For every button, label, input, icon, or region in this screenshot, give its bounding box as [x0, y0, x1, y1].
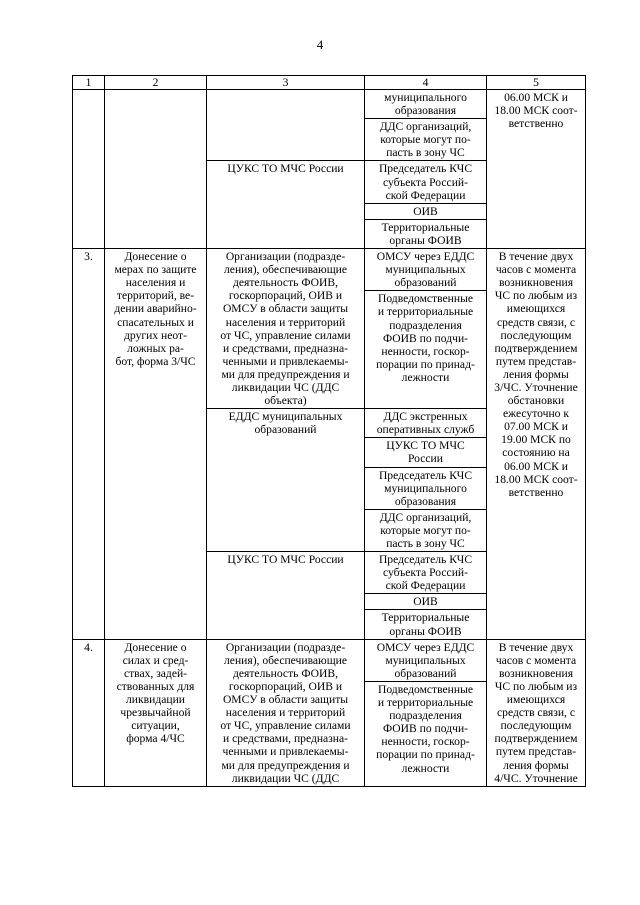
cell-line: имеющихся: [506, 302, 566, 316]
cell-line: ликвидации: [126, 693, 185, 707]
cell-line: ления), обеспечивающие: [224, 263, 347, 277]
recipient: [365, 438, 486, 467]
cell-line: мерах по защите: [114, 263, 197, 277]
cell-line: ЦУКС ТО МЧС России: [227, 162, 344, 176]
cell-line: образования: [394, 104, 457, 118]
cell-line: муниципальных: [385, 653, 466, 667]
page-number: 4: [316, 37, 324, 52]
cell-line: ДДС организаций,: [379, 120, 472, 134]
cell-line: которые могут по-: [380, 133, 471, 147]
cell-line: Председатель КЧС: [378, 553, 473, 567]
cell-line: состоянию на: [502, 446, 570, 460]
cell-line: 4/ЧС. Уточнение: [494, 771, 578, 785]
cell-line: лежности: [401, 370, 450, 384]
recipient: [365, 552, 486, 594]
cell-line: органы ФОИВ: [389, 233, 462, 247]
recipient: [365, 640, 486, 682]
cell-line: ликвидации ЧС (ДДС: [231, 771, 340, 785]
header-cell: 5: [487, 76, 586, 90]
cell-line: ления формы: [503, 367, 569, 381]
cell-line: и средствами, предназна-: [223, 732, 348, 746]
recipients-cell: [365, 409, 487, 552]
recipient: [365, 510, 486, 551]
header-cell: 1: [73, 76, 105, 90]
cell-line: порации по принад-: [376, 748, 475, 762]
cell-line: Организации (подразде-: [225, 640, 346, 654]
cell-line: ствах, задей-: [123, 666, 188, 680]
cell-line: России: [408, 452, 443, 466]
cell-line: Территориальные: [381, 220, 470, 234]
sender-cell: [207, 639, 365, 786]
cell-line: образований: [254, 423, 317, 437]
cell-line: ствованных для: [116, 679, 195, 693]
recipient: [365, 161, 486, 203]
cell-line: ления формы: [503, 758, 569, 772]
cell-line: ской Федерации: [385, 188, 466, 202]
recipient: [365, 682, 486, 776]
cell-line: Подведомственные: [377, 682, 474, 696]
cell-line: ненности, госкор-: [381, 344, 470, 358]
report-title-cell: [105, 249, 207, 640]
cell-line: форма 4/ЧС: [126, 732, 185, 746]
cell-line: 18.00 МСК соот-: [494, 472, 578, 486]
cell-line: образований: [394, 666, 457, 680]
cell-line: Территориальные: [381, 611, 470, 625]
cell-line: 06.00 МСК и: [504, 91, 568, 104]
cell-line: ченными и привлекаемы-: [222, 354, 349, 368]
recipient: [365, 119, 486, 160]
cell-line: деятельность ФОИВ,: [232, 276, 339, 290]
cell-line: возникновения: [498, 666, 574, 680]
cell-line: последующим: [500, 719, 572, 733]
cell-line: ми для предупреждения и: [221, 367, 350, 381]
cell-line: ликвидации ЧС (ДДС: [231, 380, 340, 394]
cell-line: ми для предупреждения и: [221, 758, 350, 772]
cell-line: муниципального: [384, 91, 467, 104]
cell-line: путем представ-: [495, 354, 577, 368]
cell-line: обстановки: [507, 394, 565, 408]
cell-line: 06.00 МСК и: [504, 459, 568, 473]
cell-line: деятельность ФОИВ,: [232, 666, 339, 680]
cell-line: субъекта Россий-: [383, 175, 468, 189]
header-cell: 4: [365, 76, 487, 90]
cell-line: ОИВ: [413, 595, 438, 609]
cell-line: ФОИВ по подчи-: [382, 722, 469, 736]
cell-line: дении аварийно-: [114, 302, 197, 316]
cell-line: которые могут по-: [380, 523, 471, 537]
cell-line: органы ФОИВ: [389, 624, 462, 638]
cell-line: ОМСУ через ЕДДС: [376, 250, 475, 264]
cell-line: порации по принад-: [376, 357, 475, 371]
header-row: [73, 76, 586, 90]
cell-line: образований: [394, 276, 457, 290]
cell-line: объекта): [264, 394, 307, 408]
cell-line: ЧС по любым из: [494, 679, 578, 693]
cell-line: 19.00 МСК по: [501, 433, 571, 447]
cell-line: населения и: [125, 276, 186, 290]
cell-line: Донесение о: [124, 250, 187, 264]
cell-line: субъекта Россий-: [383, 566, 468, 580]
cell-line: ОМСУ в области защиты: [222, 302, 349, 316]
cell-line: ненности, госкор-: [381, 735, 470, 749]
report-title-cell: [105, 90, 207, 249]
recipient: [365, 291, 486, 385]
cell-line: 07.00 МСК и: [504, 420, 568, 434]
recipient: [365, 409, 486, 438]
cell-line: средств связи, с: [497, 315, 575, 329]
header-cell: 2: [105, 76, 207, 90]
cell-line: ченными и привлекаемы-: [222, 745, 349, 759]
row-number-cell: [73, 249, 105, 640]
cell-line: Председатель КЧС: [378, 468, 473, 482]
cell-line: ДДС организаций,: [379, 510, 472, 524]
cell-line: путем представ-: [495, 745, 577, 759]
cell-line: часов с момента: [495, 263, 577, 277]
cell-line: ветственно: [508, 117, 564, 131]
cell-line: оперативных служб: [376, 423, 475, 437]
cell-line: других неот-: [124, 328, 187, 342]
cell-line: подразделения: [389, 709, 462, 723]
row-number-cell: [73, 639, 105, 786]
header-cell: 3: [207, 76, 365, 90]
cell-line: и средствами, предназна-: [223, 341, 348, 355]
cell-line: подтверждением: [494, 732, 578, 746]
cell-line: ФОИВ по подчи-: [382, 331, 469, 345]
cell-line: ОИВ: [413, 204, 438, 218]
cell-line: пасть в зону ЧС: [386, 537, 465, 550]
table-row: [73, 249, 586, 409]
cell-line: подтверждением: [494, 341, 578, 355]
cell-line: ветственно: [508, 485, 564, 499]
sender-cell: [207, 552, 365, 640]
cell-line: В течение двух: [498, 250, 574, 264]
report-table: [72, 75, 586, 787]
sender-cell: [207, 409, 365, 552]
cell-line: В течение двух: [498, 640, 574, 654]
cell-line: бот, форма 3/ЧС: [115, 354, 196, 368]
row-number: 3.: [84, 250, 93, 264]
cell-line: спасательных и: [117, 315, 194, 329]
recipients-cell: [365, 249, 487, 409]
deadline-cell: [487, 249, 586, 640]
cell-line: 3/ЧС. Уточнение: [494, 380, 578, 394]
row-number: 4.: [84, 640, 93, 654]
recipient: [365, 594, 486, 610]
cell-line: лежности: [401, 761, 450, 775]
recipient: [365, 204, 486, 220]
cell-line: территорий, ве-: [116, 289, 195, 303]
cell-line: ской Федерации: [385, 579, 466, 593]
cell-line: Председатель КЧС: [378, 162, 473, 176]
cell-line: последующим: [500, 328, 572, 342]
recipient: [365, 90, 486, 119]
cell-line: образования: [394, 494, 457, 508]
recipient: [365, 610, 486, 638]
table-row: [73, 639, 586, 786]
cell-line: возникновения: [498, 276, 574, 290]
cell-line: ОМСУ через ЕДДС: [376, 640, 475, 654]
cell-line: населения и территорий: [225, 706, 346, 720]
cell-line: муниципальных: [385, 263, 466, 277]
cell-line: ЦУКС ТО МЧС России: [227, 553, 344, 567]
cell-line: часов с момента: [495, 653, 577, 667]
recipient: [365, 468, 486, 510]
recipient: [365, 220, 486, 248]
cell-line: и территориальные: [377, 305, 474, 319]
cell-line: муниципального: [384, 481, 467, 495]
recipients-cell: [365, 161, 487, 249]
cell-line: Донесение о: [124, 640, 187, 654]
recipient: [365, 249, 486, 291]
cell-line: средств связи, с: [497, 706, 575, 720]
cell-line: ситуации,: [131, 719, 180, 733]
recipients-cell: [365, 552, 487, 640]
cell-line: ОМСУ в области защиты: [222, 693, 349, 707]
cell-line: ложных ра-: [127, 341, 184, 355]
sender-cell: [207, 249, 365, 409]
cell-line: ЧС по любым из: [494, 289, 578, 303]
sender-cell: [207, 161, 365, 249]
cell-line: Подведомственные: [377, 292, 474, 306]
cell-line: и территориальные: [377, 696, 474, 710]
deadline-cell: [487, 639, 586, 786]
cell-line: пасть в зону ЧС: [386, 146, 465, 160]
row-number-cell: [73, 90, 105, 249]
cell-line: госкорпораций, ОИВ и: [228, 679, 343, 693]
cell-line: населения и территорий: [225, 315, 346, 329]
deadline-cell: [487, 90, 586, 249]
recipients-cell: [365, 639, 487, 786]
cell-line: чрезвычайной: [120, 706, 191, 720]
report-title-cell: [105, 639, 207, 786]
cell-line: 18.00 МСК соот-: [494, 104, 578, 118]
recipients-cell: [365, 90, 487, 161]
cell-line: ЦУКС ТО МЧС: [386, 439, 465, 453]
cell-line: от ЧС, управление силами: [220, 328, 351, 342]
cell-line: от ЧС, управление силами: [220, 719, 351, 733]
cell-line: ления), обеспечивающие: [224, 653, 347, 667]
sender-cell: [207, 90, 365, 161]
cell-line: ДДС экстренных: [383, 410, 468, 424]
cell-line: имеющихся: [506, 693, 566, 707]
table-row: [73, 90, 586, 161]
cell-line: ежесуточно к: [502, 407, 569, 421]
cell-line: госкорпораций, ОИВ и: [228, 289, 343, 303]
cell-line: ЕДДС муниципальных: [228, 410, 343, 424]
cell-line: Организации (подразде-: [225, 250, 346, 264]
cell-line: подразделения: [389, 318, 462, 332]
cell-line: силах и сред-: [122, 653, 189, 667]
